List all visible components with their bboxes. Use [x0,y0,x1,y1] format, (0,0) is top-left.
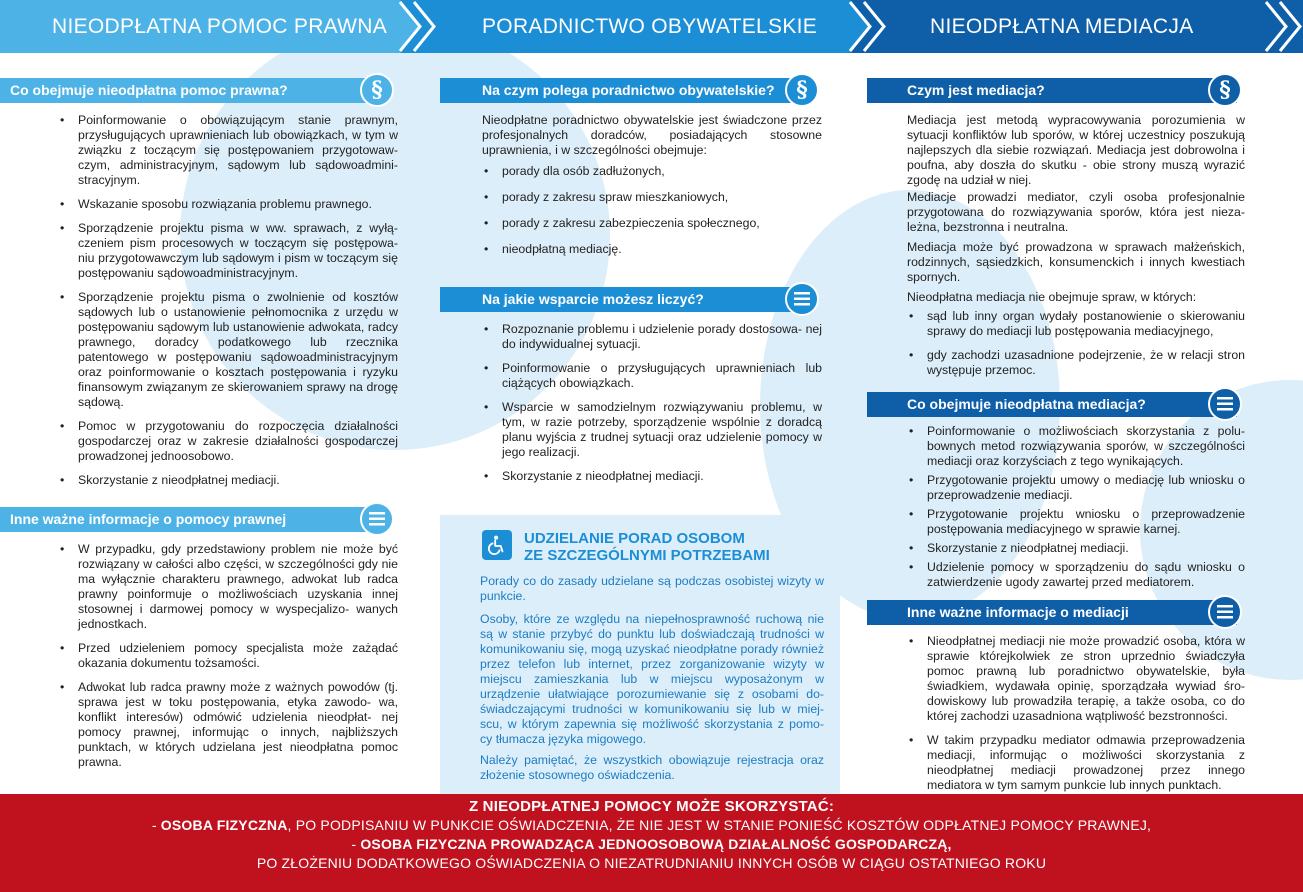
banner-title: PORADNICTWO OBYWATELSKIE [482,15,818,38]
list-item: • porady dla osób zadłużonych, [482,164,822,179]
wheelchair-icon [482,530,512,560]
special-needs-paragraph: Porady co do zasady udzielane są podczas osobistej wizyty w punkcie. [480,574,824,603]
list-item: • Przygotowanie projektu umowy o mediację lub wniosku o przeprowadzenie mediacji. [907,473,1245,503]
banner-mediation [850,0,1303,53]
chevron-right-icon [846,0,906,53]
list-item: • porady z zakresu zabezpieczenia społecznego, [482,216,822,231]
special-needs-title-line: ZE SZCZEGÓLNYMI POTRZEBAMI [524,547,770,564]
list-item: • Udzielenie pomocy w sporządzeniu do sądu wniosku o zatwierdzenie ugody zawartej przed mediatorem. [907,560,1245,590]
section-title: Na czym polega poradnictwo obywatelskie? [482,82,775,98]
banner-civic-counseling [400,0,850,53]
banner-title: NIEODPŁATNA MEDIACJA [930,15,1194,38]
section-header-support [440,287,810,312]
section-header-mediation-scope [867,392,1237,417]
list-icon [1208,595,1242,629]
banner-title: NIEODPŁATNA POMOC PRAWNA [52,15,388,38]
list-item: • Skorzystanie z nieodpłatnej mediacji. [58,473,398,488]
section-title: Co obejmuje nieodpłatna pomoc prawna? [10,82,288,98]
footer-text: PO ZŁOŻENIU DODATKOWEGO OŚWIADCZENIA O NIEZATRUDNIANIU INNYCH OSÓB W CIĄGU OSTATNIEGO ROKU [256,855,1047,871]
footer-bold: OSOBA FIZYCZNA PROWADZĄCA JEDNOOSOBOWĄ DZIAŁALNOŚĆ GOSPODARCZĄ, [360,836,952,852]
list-icon [360,502,394,536]
section-title: Co obejmuje nieodpłatna mediacja? [907,396,1146,412]
section-header-what-is-mediation [867,78,1237,103]
list-item: • Skorzystanie z nieodpłatnej mediacji. [907,541,1245,556]
list-item: • gdy zachodzi uzasadnione podejrzenie, że w relacji stron występuje przemoc. [907,348,1245,378]
banner-legal-aid [0,0,400,53]
support-list [482,322,822,493]
mediation-paragraph: Mediacja może być prowadzona w sprawach małżeńskich, rodzinnych, sąsiedzkich, konsumenckich i innych kwestiach spornych. [907,240,1245,284]
list-item: • W przypadku, gdy przedstawiony problem nie może być rozwiązany w całości albo części, w szczególności gdy nie ma wyłącznie charakteru prawnego, adwokat lub radca prawny poinformuje o możliwościach uzyskania innej stosownej i darmowej pomocy w wyspecjalizo- wanych jednostkach. [58,542,398,632]
list-item: • Wskazanie sposobu rozwiązania problemu prawnego. [58,197,398,212]
list-item: • porady z zakresu spraw mieszkaniowych, [482,190,822,205]
mediation-paragraph: Nieodpłatna mediacja nie obejmuje spraw, w których: [907,290,1197,304]
eligibility-footer [0,794,1303,892]
section-header-legal-aid-scope [0,78,370,103]
list-item: • Sporządzenie projektu pisma w ww. sprawach, z wyłą- czeniem pism procesowych w toczącym się postępowa- niu przygotowawczym lub sądowym i pism w toczącym się postępowaniu sądowoadministracyjnym. [58,221,398,281]
legal-aid-scope-list [58,113,398,497]
footer-heading-text: Z NIEODPŁATNEJ POMOCY MOŻE SKORZYSTAĆ: [468,798,835,815]
list-item: • sąd lub inny organ wydały postanowienie o skierowaniu sprawy do mediacji lub postępowania mediacyjnego, [907,309,1245,339]
list-item: • W takim przypadku mediator odmawia przeprowadzenia mediacji, informując o możliwości skorzystania z nieodpłatnej mediacji prowadzonej przez innego mediatora w tym samym punkcie lub innych punktach. [907,733,1245,793]
mediation-paragraph: Mediacje prowadzi mediator, czyli osoba profesjonalnie przygotowana do rozwiązywania sporów, która jest nieza- leżna, bezstronna i neutralna. [907,190,1245,234]
list-item: • Pomoc w przygotowaniu do rozpoczęcia działalności gospodarczej oraz w zakresie działalności gospodarczej prowadzonej jednoosobowo. [58,419,398,464]
chevron-right-icon [1262,0,1303,53]
section-header-civic-counseling [440,78,810,103]
list-item: • Poinformowanie o obowiązującym stanie prawnym, przysługujących uprawnieniach lub obowiązkach, w tym w związku z toczącym się postępowaniem przygotowaw- czym, administracyjnym, sądowym lub sądowoadmini- stracyjnym. [58,113,398,188]
footer-dash: - [351,836,361,852]
list-item: • Rozpoznanie problemu i udzielenie porady dostosowa- nej do indywidualnej sytuacji. [482,322,822,352]
paragraph-icon: § [360,73,394,107]
paragraph-icon: § [1208,73,1242,107]
mediation-info-list [907,634,1245,802]
list-item: • Skorzystanie z nieodpłatnej mediacji. [482,469,822,484]
mediation-exclusions-list [907,309,1245,387]
list-item: • Sporządzenie projektu pisma o zwolnienie od kosztów sądowych lub o ustanowienie pełnomocnika z urzędu w postępowaniu sądowym lub ustanowienie adwokata, radcy prawnego, doradcy podatkowego lub rzecznika patentowego w postępowaniu sądowoadministracyjnym oraz poinformowanie o kosztach postępowania i ryzyku finansowym związanym ze skierowaniem sprawy na drogę sądową. [58,290,398,410]
special-needs-paragraph: Osoby, które ze względu na niepełnosprawność ruchową nie są w stanie przybyć do punktu lub doświadczają trudności w komunikowaniu się, mogą uzyskać nieodpłatne porady również przez telefon lub internet, przez zorganizowanie wizyty w miejscu zamieszkania lub w miejscu wyposażonym w urządzenie ułatwiające porozumiewanie się z osobami do- świadczającymi trudności w komunikowaniu się lub w miej- scu, w którym zapewnia się możliwość skorzystania z pomo- cy tłumacza języka migowego. [480,612,824,746]
list-item: • Poinformowanie o przysługujących uprawnieniach lub ciążących obowiązkach. [482,361,822,391]
civic-counseling-intro: Nieodpłatne poradnictwo obywatelskie jest świadczone przez profesjonalnych doradców, posiadających stosowne uprawnienia, i w szczególności obejmuje: [482,113,822,157]
footer-line [0,854,1303,873]
section-title: Inne ważne informacje o pomocy prawnej [10,511,287,527]
section-header-legal-aid-info [0,507,370,532]
footer-dash: - [151,817,161,833]
list-item: • Wsparcie w samodzielnym rozwiązywaniu problemu, w tym, w razie potrzeby, sporządzenie wspólnie z doradcą planu wyjścia z trudnej sytuacji oraz udzielenie pomocy w jego realizacji. [482,400,822,460]
list-item: • Poinformowanie o możliwościach skorzystania z polu- bownych metod rozwiązywania sporów, w szczególności mediacji oraz korzyściach z tego wynikających. [907,424,1245,469]
legal-aid-info-list [58,542,398,779]
section-header-mediation-info [867,600,1237,625]
special-needs-paragraph: Należy pamiętać, że wszystkich obowiązuje rejestracja oraz złożenie stosownego oświadczenia. [480,753,824,782]
paragraph-icon: § [785,73,819,107]
list-icon [1208,387,1242,421]
section-title: Inne ważne informacje o mediacji [907,604,1129,620]
list-item: • nieodpłatną mediację. [482,242,822,257]
special-needs-title [524,530,770,564]
footer-heading [0,797,1303,816]
mediation-scope-list [907,424,1245,594]
special-needs-title-line: UDZIELANIE PORAD OSOBOM [524,530,745,547]
list-icon [785,282,819,316]
mediation-paragraph: Mediacja jest metodą wypracowywania porozumienia w sytuacji konfliktów lub sporów, w której uczestnicy poszukują najlepszych dla siebie rozwiązań. Mediacja jest dobrowolna i poufna, aby doszła do skutku - obie strony muszą wyrazić zgodę na udział w niej. [907,113,1245,187]
list-item: • Nieodpłatnej mediacji nie może prowadzić osoba, która w sprawie którejkolwiek ze stron uprzednio świadczyła pomoc prawną lub poradnictwo obywatelskie, była świadkiem, wydawała opinię, sporządzała wywiad śro- dowiskowy lub prowadziła terapię, a także osoba, co do której zachodzi uzasadniona wątpliwość bezstronności. [907,634,1245,724]
list-item: • Przed udzieleniem pomocy specjalista może zażądać okazania dokumentu tożsamości. [58,641,398,671]
list-item: • Przygotowanie projektu wniosku o przeprowadzenie postępowania mediacyjnego w sprawie karnej. [907,507,1245,537]
civic-counseling-list [482,164,822,266]
section-title: Czym jest mediacja? [907,82,1045,98]
footer-line [0,816,1303,835]
list-item: • Adwokat lub radca prawny może z ważnych powodów (tj. sprawa jest w toku postępowania, etyka zawodo- wa, konflikt interesów) odmówić udzielenia nieodpłat- nej pomocy prawnej, informując o innych, najbliższych punktach, w których udzielana jest nieodpłatna pomoc prawna. [58,680,398,770]
footer-text: , PO PODPISANIU W PUNKCIE OŚWIADCZENIA, ŻE NIE JEST W STANIE PONIEŚĆ KOSZTÓW ODPŁATNEJ POMOCY PRAWNEJ, [287,817,1152,833]
footer-bold: OSOBA FIZYCZNA [160,817,288,833]
section-title: Na jakie wsparcie możesz liczyć? [482,291,704,307]
footer-line [0,835,1303,854]
chevron-right-icon [396,0,456,53]
